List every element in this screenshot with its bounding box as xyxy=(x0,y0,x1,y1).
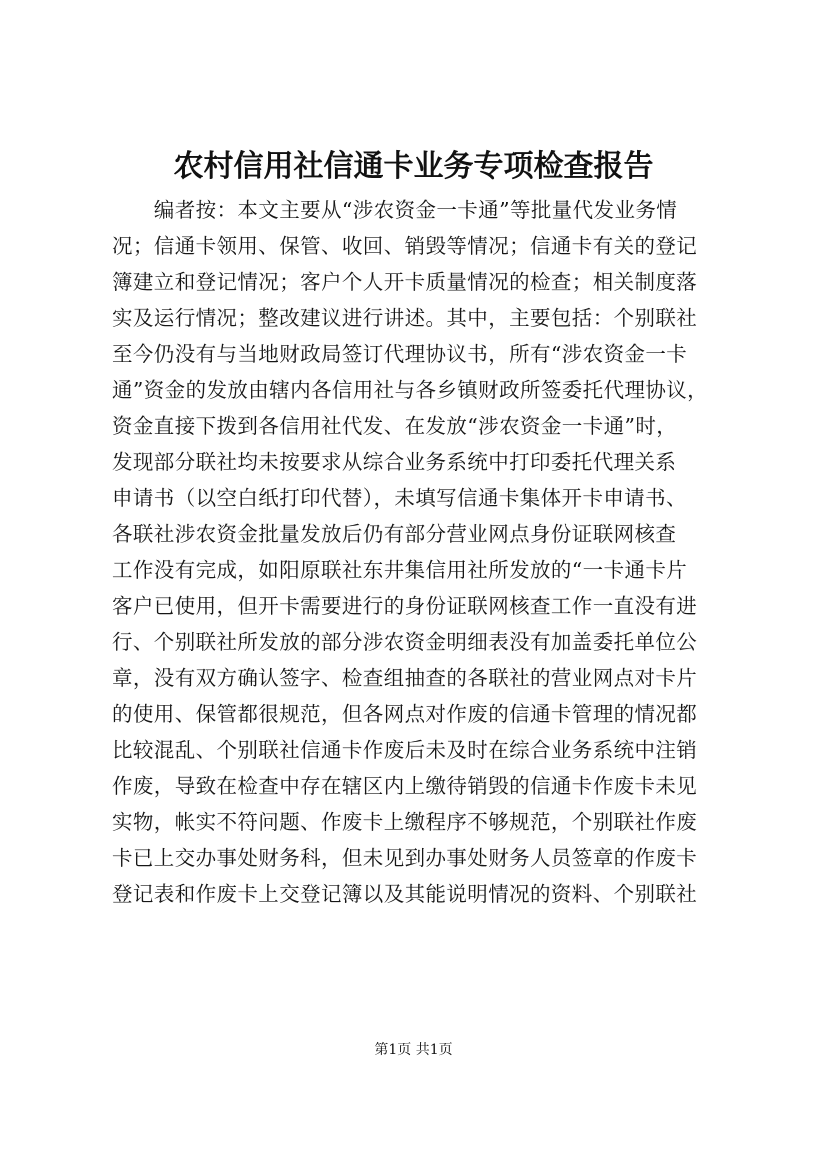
body-line: 客户已使用，但开卡需要进行的身份证联网核查工作一直没有进 xyxy=(112,594,698,618)
body-line: 实及运行情况；整改建议进行讲述。其中，主要包括：个别联社 xyxy=(112,306,698,330)
body-line: 卡已上交办事处财务科，但未见到办事处财务人员签章的作废卡 xyxy=(112,846,698,870)
body-line: 作废，导致在检查中存在辖区内上缴待销毁的信通卡作废卡未见 xyxy=(112,774,698,798)
body-line: 章，没有双方确认签字、检查组抽查的各联社的营业网点对卡片 xyxy=(112,666,698,690)
body-line: 资金直接下拨到各信用社代发、在发放“涉农资金一卡通”时， xyxy=(112,414,678,438)
document-body xyxy=(112,192,730,912)
body-line: 各联社涉农资金批量发放后仍有部分营业网点身份证联网核查 xyxy=(112,522,677,546)
body-line: 行、个别联社所发放的部分涉农资金明细表没有加盖委托单位公 xyxy=(112,630,698,654)
body-line: 发现部分联社均未按要求从综合业务系统中打印委托代理关系 xyxy=(112,450,677,474)
body-line: 实物，帐实不符问题、作废卡上缴程序不够规范，个别联社作废 xyxy=(112,810,698,834)
page-number-footer: 第1页 共1页 xyxy=(374,1042,453,1058)
body-line: 编者按：本文主要从“涉农资金一卡通”等批量代发业务情 xyxy=(112,198,678,222)
body-line: 至今仍没有与当地财政局签订代理协议书，所有“涉农资金一卡 xyxy=(112,342,688,366)
body-line: 工作没有完成，如阳原联社东井集信用社所发放的“一卡通卡片 xyxy=(112,558,688,582)
body-line: 通”资金的发放由辖内各信用社与各乡镇财政所签委托代理协议， xyxy=(112,378,709,402)
body-line: 比较混乱、个别联社信通卡作废后未及时在综合业务系统中注销 xyxy=(112,738,698,762)
document-title: 农村信用社信通卡业务专项检查报告 xyxy=(173,149,654,184)
body-line: 况；信通卡领用、保管、收回、销毁等情况；信通卡有关的登记 xyxy=(112,234,698,258)
body-line: 申请书（以空白纸打印代替），未填写信通卡集体开卡申请书、 xyxy=(112,486,687,510)
body-line: 的使用、保管都很规范，但各网点对作废的信通卡管理的情况都 xyxy=(112,702,698,726)
body-line: 簿建立和登记情况；客户个人开卡质量情况的检查；相关制度落 xyxy=(112,270,698,294)
body-line: 登记表和作废卡上交登记簿以及其能说明情况的资料、个别联社 xyxy=(112,882,698,906)
